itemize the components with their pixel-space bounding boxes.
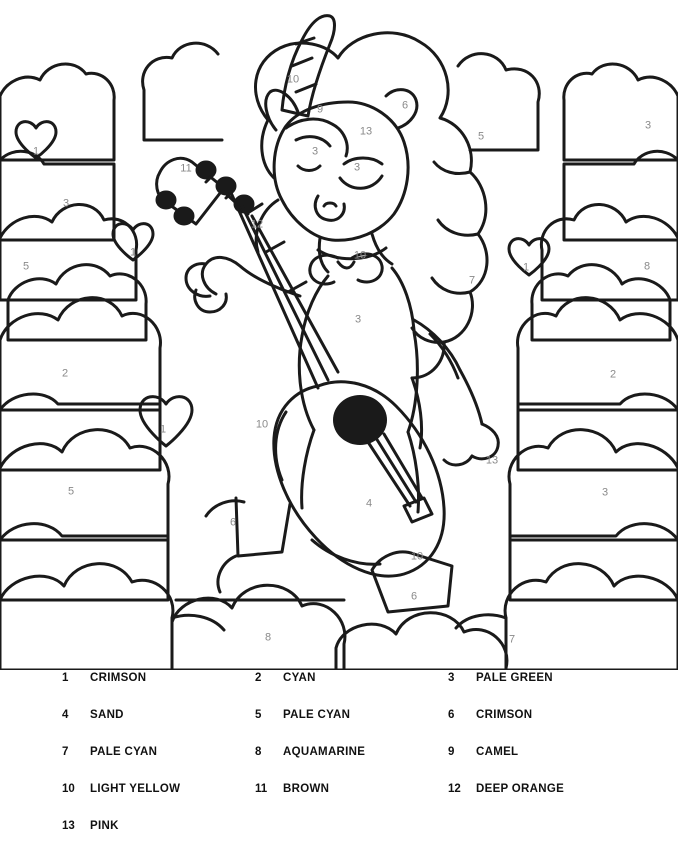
legend-item-8 bbox=[255, 746, 448, 758]
legend-color-name: BROWN bbox=[283, 783, 330, 795]
clouds-left bbox=[0, 64, 173, 670]
region-number: 10 bbox=[353, 249, 367, 262]
region-number: 8 bbox=[264, 631, 272, 644]
legend-item-11 bbox=[255, 783, 448, 795]
region-number: 10 bbox=[255, 418, 269, 431]
legend-color-name: CYAN bbox=[283, 672, 316, 684]
region-number: 1 bbox=[32, 145, 40, 158]
legend-color-name: AQUAMARINE bbox=[283, 746, 366, 758]
legend-number: 2 bbox=[255, 672, 262, 684]
legend-item-4 bbox=[62, 709, 255, 721]
legend-item-2 bbox=[255, 672, 448, 684]
region-number: 5 bbox=[477, 130, 485, 143]
region-number: 13 bbox=[485, 454, 499, 467]
clouds-right bbox=[505, 64, 678, 670]
region-number: 3 bbox=[644, 119, 652, 132]
legend-color-name: PINK bbox=[90, 820, 119, 832]
legend-row bbox=[0, 672, 678, 709]
region-number: 8 bbox=[643, 260, 651, 273]
legend-item-13 bbox=[62, 820, 255, 832]
region-number: 3 bbox=[354, 313, 362, 326]
legend-row bbox=[0, 709, 678, 746]
region-number: 1 bbox=[159, 423, 167, 436]
region-number: 10 bbox=[410, 550, 424, 563]
legend-number: 4 bbox=[62, 709, 69, 721]
region-number: 13 bbox=[359, 125, 373, 138]
region-number: 3 bbox=[311, 145, 319, 158]
legend-color-name: CRIMSON bbox=[90, 672, 147, 684]
legend-row bbox=[0, 820, 678, 857]
legend-row bbox=[0, 746, 678, 783]
legend-item-6 bbox=[448, 709, 641, 721]
legend-number: 12 bbox=[448, 783, 461, 795]
unicorn-hair bbox=[256, 33, 488, 448]
legend-number: 1 bbox=[62, 672, 69, 684]
region-number: 2 bbox=[609, 368, 617, 381]
region-number: 3 bbox=[601, 486, 609, 499]
region-number: 10 bbox=[286, 73, 300, 86]
unicorn-head bbox=[266, 16, 417, 241]
legend-number: 13 bbox=[62, 820, 75, 832]
region-number: 9 bbox=[316, 103, 324, 116]
region-number: 5 bbox=[67, 485, 75, 498]
legend-item-3 bbox=[448, 672, 641, 684]
legend-color-name: PALE CYAN bbox=[283, 709, 351, 721]
region-number: 3 bbox=[353, 161, 361, 174]
region-number: 7 bbox=[508, 633, 516, 646]
legend-item-12 bbox=[448, 783, 641, 795]
legend-number: 6 bbox=[448, 709, 455, 721]
region-number: 1 bbox=[129, 246, 137, 259]
legend-number: 3 bbox=[448, 672, 455, 684]
region-number: 6 bbox=[229, 516, 237, 529]
legend-item-7 bbox=[62, 746, 255, 758]
region-number: 3 bbox=[62, 197, 70, 210]
clouds-top-center bbox=[143, 43, 540, 150]
legend-item-5 bbox=[255, 709, 448, 721]
legend-color-name: SAND bbox=[90, 709, 124, 721]
legend-item-1 bbox=[62, 672, 255, 684]
legend-color-name: CAMEL bbox=[476, 746, 519, 758]
region-number: 6 bbox=[410, 590, 418, 603]
legend-number: 10 bbox=[62, 783, 75, 795]
region-number: 2 bbox=[61, 367, 69, 380]
legend-number: 11 bbox=[255, 783, 268, 795]
legend-color-name: DEEP ORANGE bbox=[476, 783, 565, 795]
legend-number: 5 bbox=[255, 709, 262, 721]
legend-number: 8 bbox=[255, 746, 262, 758]
region-number: 5 bbox=[22, 260, 30, 273]
color-legend bbox=[0, 672, 678, 850]
legend-item-9 bbox=[448, 746, 641, 758]
legend-color-name: CRIMSON bbox=[476, 709, 533, 721]
legend-color-name: PALE CYAN bbox=[90, 746, 158, 758]
region-number: 4 bbox=[365, 497, 373, 510]
legend-number: 7 bbox=[62, 746, 69, 758]
region-number: 6 bbox=[401, 99, 409, 112]
region-number: 1 bbox=[522, 261, 530, 274]
legend-color-name: LIGHT YELLOW bbox=[90, 783, 181, 795]
region-number: 11 bbox=[180, 162, 192, 175]
legend-color-name: PALE GREEN bbox=[476, 672, 553, 684]
region-number: 12 bbox=[250, 218, 264, 231]
legend-number: 9 bbox=[448, 746, 455, 758]
legend-row bbox=[0, 783, 678, 820]
legend-item-10 bbox=[62, 783, 255, 795]
region-number: 7 bbox=[468, 274, 476, 287]
